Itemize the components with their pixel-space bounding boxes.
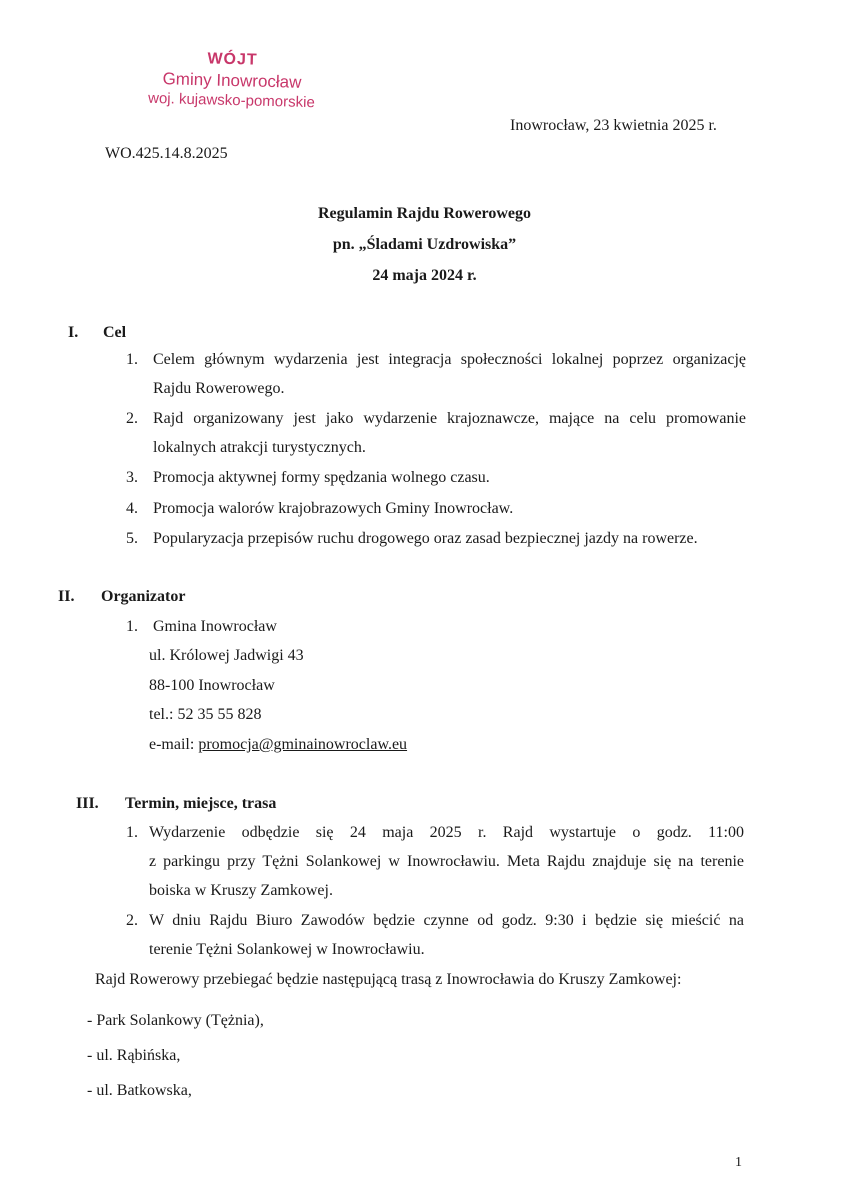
route-item: - Park Solankowy (Tężnia),: [87, 1012, 264, 1029]
list-item-number: 2.: [126, 410, 138, 427]
list-item-number: 2.: [126, 912, 138, 929]
organizer-email-link[interactable]: promocja@gminainowroclaw.eu: [198, 736, 408, 753]
section-3-roman: III.: [76, 795, 99, 812]
wojt-stamp: [131, 47, 333, 113]
document-signature: WO.425.14.8.2025: [105, 145, 228, 162]
route-item: - ul. Rąbińska,: [87, 1047, 181, 1064]
section-1-heading: Cel: [103, 324, 127, 341]
page-number: 1: [735, 1155, 742, 1170]
list-item-text: W dniu Rajdu Biuro Zawodów będzie czynne od godz. 9:30 i będzie się mieścić na: [149, 912, 744, 929]
route-item: - ul. Batkowska,: [87, 1082, 192, 1099]
list-item-number: 1.: [126, 351, 138, 368]
document-title: Regulamin Rajdu Rowerowego: [317, 205, 532, 222]
list-item-number: 5.: [126, 530, 138, 547]
list-item-text: z parkingu przy Tężni Solankowej w Inowrocławiu. Meta Rajdu znajduje się na terenie: [149, 853, 744, 870]
document-subtitle: pn. „Śladami Uzdrowiska”: [332, 236, 517, 253]
organizer-name: Gmina Inowrocław: [153, 618, 277, 635]
list-item-text: lokalnych atrakcji turystycznych.: [153, 439, 366, 456]
section-3-heading: Termin, miejsce, trasa: [125, 795, 277, 812]
list-item-number: 1.: [126, 824, 138, 841]
section-2-heading: Organizator: [101, 588, 186, 605]
stamp-line-wojewodztwo: woj. kujawsko-pomorskie: [147, 89, 316, 112]
list-item-text: Rajd organizowany jest jako wydarzenie krajoznawcze, mające na celu promowanie: [153, 410, 746, 427]
stamp-line-wojt: WÓJT: [207, 50, 258, 69]
section-1-roman: I.: [68, 324, 79, 341]
organizer-street: ul. Królowej Jadwigi 43: [149, 647, 304, 664]
organizer-email-label: e-mail:: [149, 736, 199, 753]
list-item-number: 4.: [126, 500, 138, 517]
list-item-text: Celem głównym wydarzenia jest integracja społeczności lokalnej poprzez organizację: [153, 351, 746, 368]
list-item-text: Rajdu Rowerowego.: [153, 380, 285, 397]
organizer-phone: tel.: 52 35 55 828: [149, 706, 262, 723]
list-item-text: Popularyzacja przepisów ruchu drogowego oraz zasad bezpiecznej jazdy na rowerze.: [153, 530, 698, 547]
route-intro: Rajd Rowerowy przebiegać będzie następującą trasą z Inowrocławia do Kruszy Zamkowej:: [95, 971, 682, 988]
list-item-text: Wydarzenie odbędzie się 24 maja 2025 r. Rajd wystartuje o godz. 11:00: [149, 824, 744, 841]
list-item-number: 3.: [126, 469, 138, 486]
document-date: Inowrocław, 23 kwietnia 2025 r.: [510, 117, 717, 134]
stamp-line-gmina: Gminy Inowrocław: [162, 69, 302, 92]
organizer-city: 88-100 Inowrocław: [149, 677, 275, 694]
document-event-date: 24 maja 2024 r.: [372, 267, 477, 284]
organizer-email-row: [149, 736, 407, 754]
list-item-number: 1.: [126, 618, 138, 635]
list-item-text: boiska w Kruszy Zamkowej.: [149, 882, 333, 899]
section-2-roman: II.: [58, 588, 75, 605]
list-item-text: Promocja walorów krajobrazowych Gminy Inowrocław.: [153, 500, 514, 517]
list-item-text: terenie Tężni Solankowej w Inowrocławiu.: [149, 941, 425, 958]
list-item-text: Promocja aktywnej formy spędzania wolnego czasu.: [153, 469, 490, 486]
